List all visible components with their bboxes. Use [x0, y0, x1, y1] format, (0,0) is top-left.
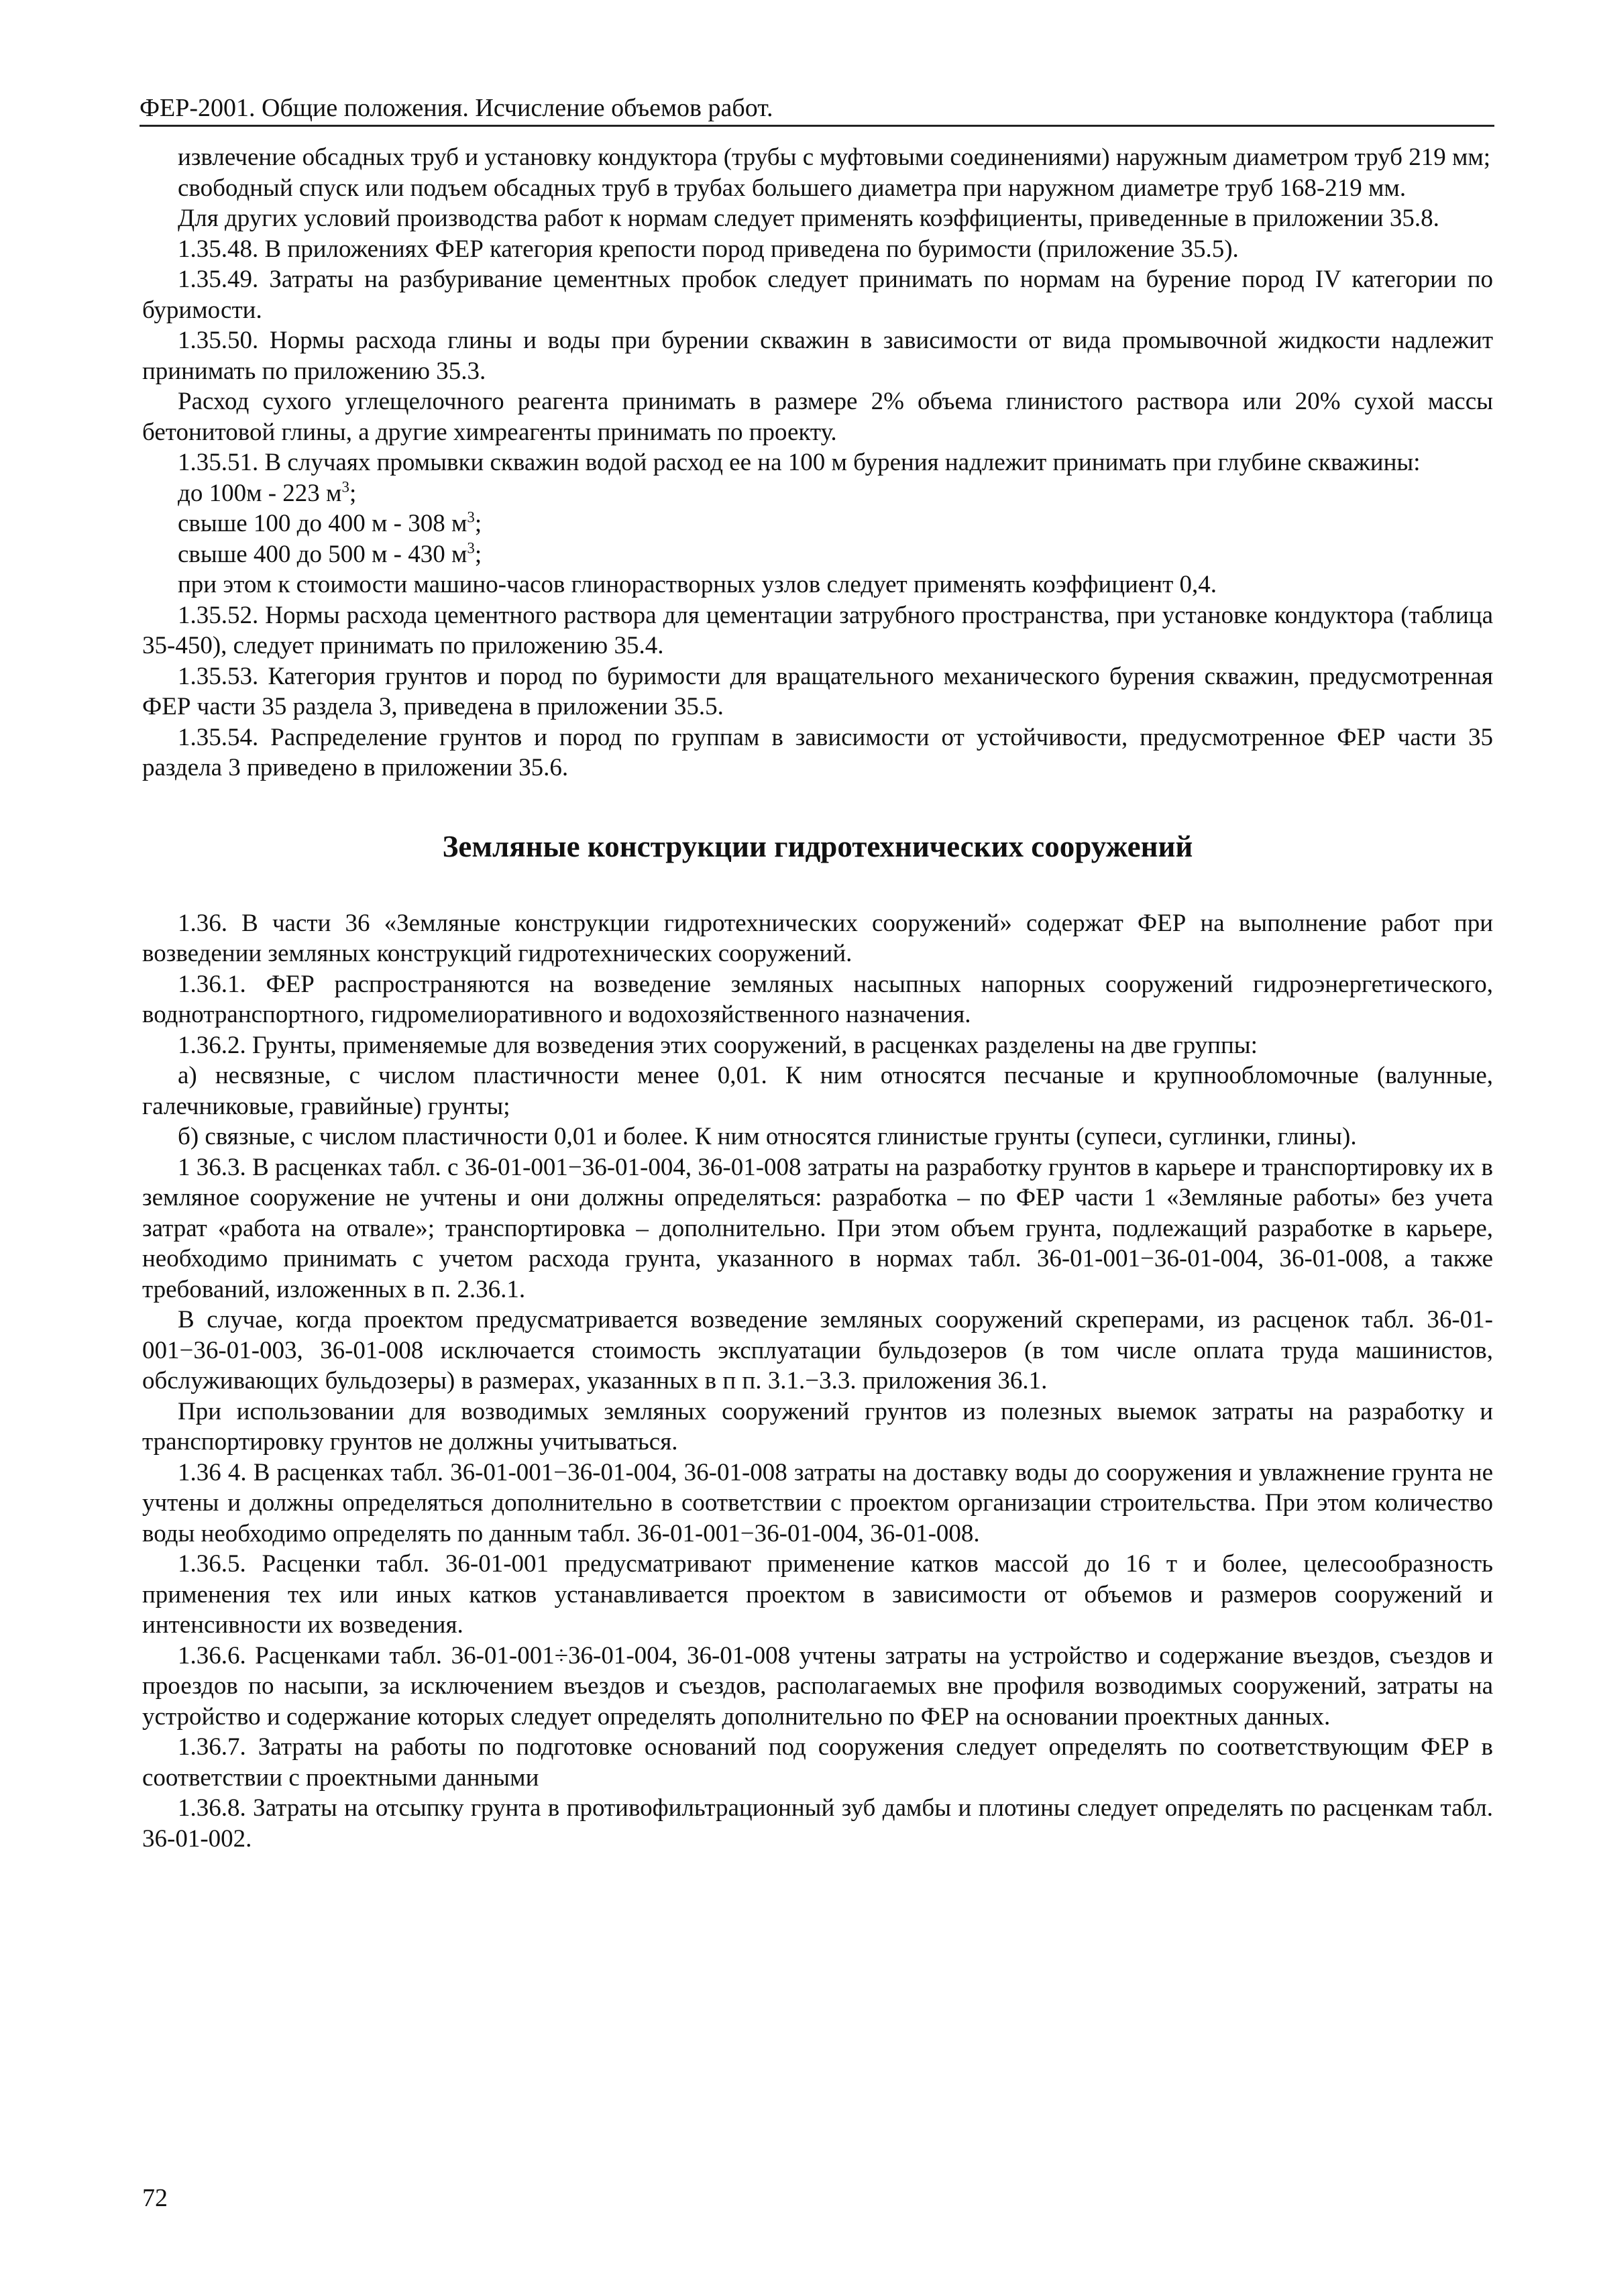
- punctuation: ;: [474, 510, 482, 537]
- paragraph: 1.36.5. Расценки табл. 36-01-001 предусматривают применение катков массой до 16 т и более, целесообразность применения тех или иных катков устанавливается проектом в зависимости от объемов и размеров сооружений и интенсивности их возведения.: [142, 1550, 1493, 1639]
- paragraph: При использовании для возводимых земляных сооружений грунтов из полезных выемок затраты на разработку и транспортировку грунтов не должны учитываться.: [142, 1397, 1493, 1456]
- running-header: ФЕР-2001. Общие положения. Исчисление объемов работ.: [140, 94, 773, 122]
- paragraph: извлечение обсадных труб и установку кондуктора (трубы с муфтовыми соединениями) наружным диаметром труб 219 мм;: [178, 144, 1491, 171]
- punctuation: ;: [349, 479, 357, 507]
- paragraph: 1.36.6. Расценками табл. 36-01-001÷36-01-004, 36-01-008 учтены затраты на устройство и содержание въездов, съездов и проездов по насыпи, за исключением въездов и съездов, располагаемых вне профиля возводимых сооружений, затраты на устройство и содержание которых следует определять дополнительно по ФЕР на основании проектных данных.: [142, 1641, 1493, 1731]
- paragraph: 1.36.7. Затраты на работы по подготовке оснований под сооружения следует определять по соответствующим ФЕР в соответствии с проектными данными: [142, 1733, 1493, 1792]
- paragraph: 1.36.2. Грунты, применяемые для возведения этих сооружений, в расценках разделены на две группы:: [178, 1031, 1258, 1059]
- paragraph: при этом к стоимости машино-часов глинорастворных узлов следует применять коэффициент 0,4.: [178, 571, 1217, 598]
- paragraph: 1.36 4. В расценках табл. 36-01-001−36-01-004, 36-01-008 затраты на доставку воды до сооружения и увлажнение грунта не учтены и должны определяться дополнительно в соответствии с проектом организации строительства. При этом количество воды необходимо определять по данным табл. 36-01-001−36-01-004, 36-01-008.: [142, 1458, 1493, 1547]
- rate-text: свыше 100 до 400 м - 308 м: [178, 510, 467, 537]
- paragraph: свободный спуск или подъем обсадных труб в трубах большего диаметра при наружном диаметре труб 168-219 мм.: [178, 174, 1407, 202]
- punctuation: ;: [474, 540, 482, 568]
- paragraph: 1.35.48. В приложениях ФЕР категория крепости пород приведена по буримости (приложение 35.5).: [178, 235, 1239, 263]
- page-number: 72: [142, 2184, 168, 2212]
- paragraph: 1.35.49. Затраты на разбуривание цементных пробок следует принимать по нормам на бурение пород IV категории по буримости.: [142, 266, 1493, 324]
- paragraph: Для других условий производства работ к нормам следует применять коэффициенты, приведенные в приложении 35.8.: [178, 205, 1439, 232]
- superscript: 3: [467, 539, 475, 557]
- list-item-water-rate: [142, 539, 1493, 570]
- section-heading: Земляные конструкции гидротехнических сооружений: [442, 829, 1193, 863]
- paragraph: а) несвязные, с числом пластичности менее 0,01. К ним относятся песчаные и крупнообломочные (валунные, галечниковые, гравийные) грунты;: [142, 1062, 1493, 1120]
- paragraph: 1.36.1. ФЕР распространяются на возведение земляных насыпных напорных сооружений гидроэнергетического, воднотранспортного, гидромелиоративного и водохозяйственного назначения.: [142, 970, 1493, 1028]
- paragraph: 1.35.54. Распределение грунтов и пород по группам в зависимости от устойчивости, предусмотренное ФЕР части 35 раздела 3 приведено в приложении 35.6.: [142, 723, 1493, 781]
- paragraph: 1.35.52. Нормы расхода цементного раствора для цементации затрубного пространства, при установке кондуктора (таблица 35-450), следует принимать по приложению 35.4.: [142, 601, 1493, 659]
- paragraph: 1.35.53. Категория грунтов и пород по буримости для вращательного механического бурения скважин, предусмотренная ФЕР части 35 раздела 3, приведена в приложении 35.5.: [142, 662, 1493, 720]
- paragraph: В случае, когда проектом предусматривается возведение земляных сооружений скреперами, из расценок табл. 36-01-001−36-01-003, 36-01-008 исключается стоимость эксплуатации бульдозеров (в том числе оплата труда машинистов, обслуживающих бульдозеры) в размерах, указанных в п п. 3.1.−3.3. приложения 36.1.: [142, 1306, 1493, 1395]
- list-item-water-rate: [142, 478, 1493, 509]
- header-divider: [140, 125, 1494, 127]
- paragraph: 1.36.8. Затраты на отсыпку грунта в противофильтрационный зуб дамбы и плотины следует определять по расценкам табл. 36-01-002.: [142, 1794, 1493, 1853]
- paragraph: 1.36. В части 36 «Земляные конструкции гидротехнических сооружений» содержат ФЕР на выполнение работ при возведении земляных конструкций гидротехнических сооружений.: [142, 909, 1493, 967]
- superscript: 3: [341, 478, 349, 496]
- paragraph: Расход сухого углещелочного реагента принимать в размере 2% объема глинистого раствора или 20% сухой массы бетонитовой глины, а другие химреагенты принимать по проекту.: [142, 388, 1493, 446]
- rate-text: свыше 400 до 500 м - 430 м: [178, 540, 467, 568]
- paragraph: 1.35.51. В случаях промывки скважин водой расход ее на 100 м бурения надлежит принимать при глубине скважины:: [178, 449, 1421, 476]
- page-body: [142, 142, 1493, 1854]
- paragraph: б) связные, с числом пластичности 0,01 и более. К ним относятся глинистые грунты (супеси, суглинки, глины).: [178, 1123, 1357, 1150]
- rate-text: до 100м - 223 м: [178, 479, 342, 507]
- superscript: 3: [467, 508, 475, 526]
- paragraph: 1.35.50. Нормы расхода глины и воды при бурении скважин в зависимости от вида промывочной жидкости надлежит принимать по приложению 35.3.: [142, 327, 1493, 385]
- paragraph: 1 36.3. В расценках табл. с 36-01-001−36-01-004, 36-01-008 затраты на разработку грунтов в карьере и транспортировку их в земляное сооружение не учтены и они должны определяться: разработка – по ФЕР части 1 «Земляные работы» без учета затрат «работа на отвале»; транспортировка – дополнительно. При этом объем грунта, подлежащий разработке в карьере, необходимо принимать с учетом расхода грунта, указанного в нормах табл. 36-01-001−36-01-004, 36-01-008, а также требований, изложенных в п. 2.36.1.: [142, 1153, 1493, 1303]
- list-item-water-rate: [142, 508, 1493, 539]
